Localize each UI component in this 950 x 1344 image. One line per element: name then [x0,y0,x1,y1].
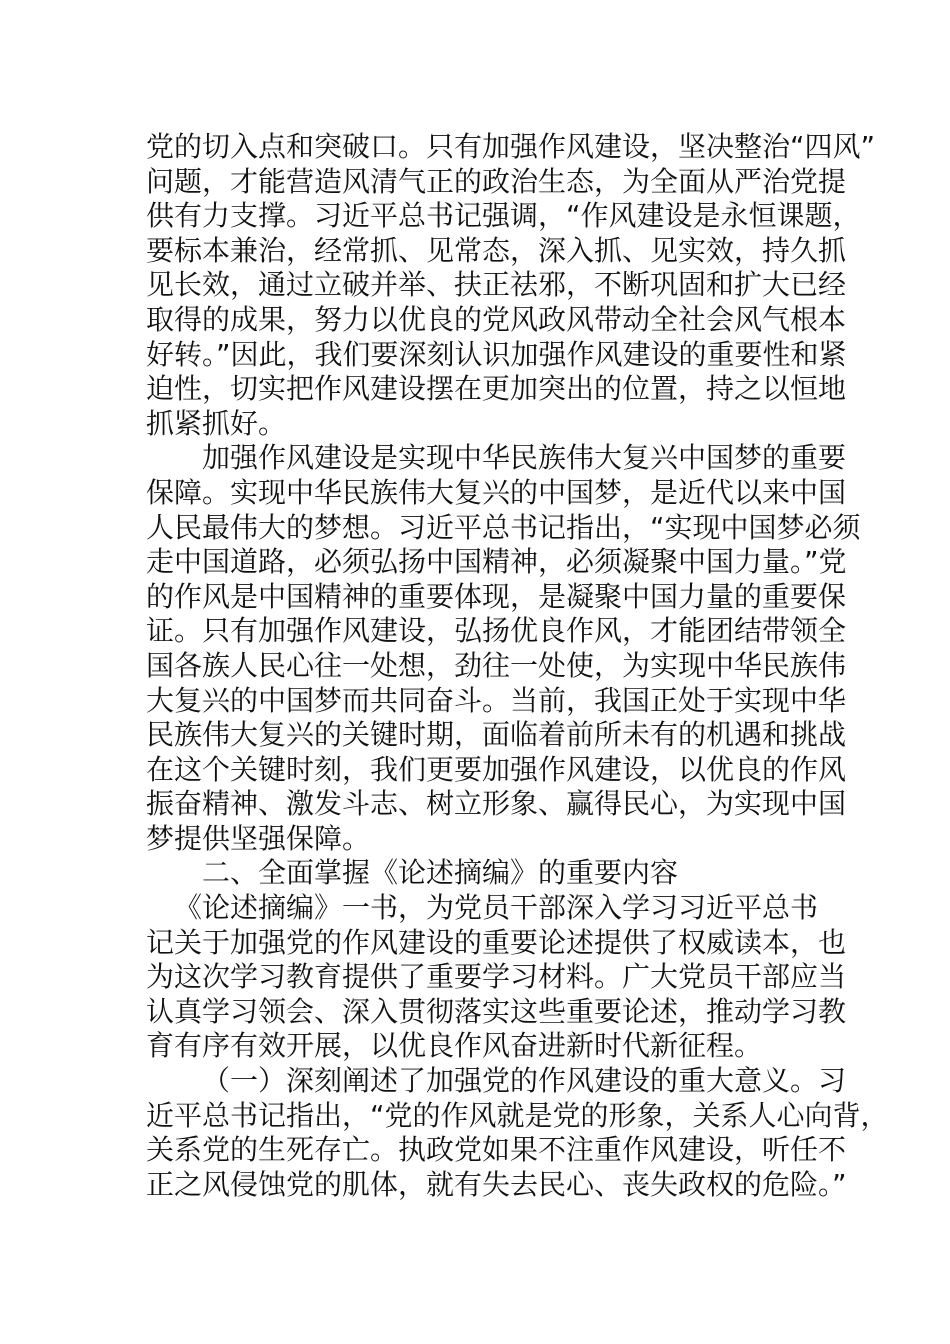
text-line: 民族伟大复兴的关键时期，面临着前所未有的机遇和挑战 [146,718,847,752]
text-line: 在这个关键时刻，我们更要加强作风建设，以优良的作风 [146,752,847,786]
text-line: 记关于加强党的作风建设的重要论述提供了权威读本，也 [146,925,847,959]
text-line: 加强作风建设是实现中华民族伟大复兴中国梦的重要 [202,441,847,475]
text-line: 供有力支撑。习近平总书记强调，“作风建设是永恒课题， [146,199,861,233]
text-line: 取得的成果，努力以优良的党风政风带动全社会风气根本 [146,302,847,336]
text-line: 认真学习领会、深入贯彻落实这些重要论述，推动学习教 [146,994,847,1028]
text-line: 见长效，通过立破并举、扶正祛邪，不断巩固和扩大已经 [146,268,847,302]
text-line: 问题，才能营造风清气正的政治生态，为全面从严治党提 [146,164,847,198]
text-line: 二、全面掌握《论述摘编》的重要内容 [202,856,679,890]
text-line: 保障。实现中华民族伟大复兴的中国梦，是近代以来中国 [146,475,847,509]
text-line: 近平总书记指出，“党的作风就是党的形象，关系人心向背， [146,1098,889,1132]
document-body-text [146,130,889,1202]
text-line: 人民最伟大的梦想。习近平总书记指出，“实现中国梦必须 [146,510,861,544]
text-line: 《论述摘编》一书，为党员干部深入学习习近平总书 [174,891,819,925]
text-line: 关系党的生死存亡。执政党如果不注重作风建设，听任不 [146,1133,847,1167]
text-line: 育有序有效开展，以优良作风奋进新时代新征程。 [146,1029,763,1063]
text-line: 的作风是中国精神的重要体现，是凝聚中国力量的重要保 [146,579,847,613]
text-line: 梦提供坚强保障。 [146,821,371,855]
text-line: 为这次学习教育提供了重要学习材料。广大党员干部应当 [146,960,847,994]
text-line: 大复兴的中国梦而共同奋斗。当前，我国正处于实现中华 [146,683,847,717]
text-line: 抓紧抓好。 [146,406,287,440]
text-line: 迫性，切实把作风建设摆在更加突出的位置，持之以恒地 [146,372,847,406]
text-line: 要标本兼治，经常抓、见常态，深入抓、见实效，持久抓 [146,233,847,267]
text-line: 好转。”因此，我们要深刻认识加强作风建设的重要性和紧 [146,337,847,371]
text-line: 正之风侵蚀党的肌体，就有失去民心、丧失政权的危险。” [146,1167,847,1201]
text-line: 走中国道路，必须弘扬中国精神，必须凝聚中国力量。”党 [146,545,847,579]
text-line: 振奋精神、激发斗志、树立形象、赢得民心，为实现中国 [146,787,847,821]
text-line: （一）深刻阐述了加强党的作风建设的重大意义。习 [202,1064,847,1098]
text-line: 证。只有加强作风建设，弘扬优良作风，才能团结带领全 [146,614,847,648]
text-line: 党的切入点和突破口。只有加强作风建设，坚决整治“四风” [146,130,876,163]
text-line: 国各族人民心往一处想，劲往一处使，为实现中华民族伟 [146,648,847,682]
